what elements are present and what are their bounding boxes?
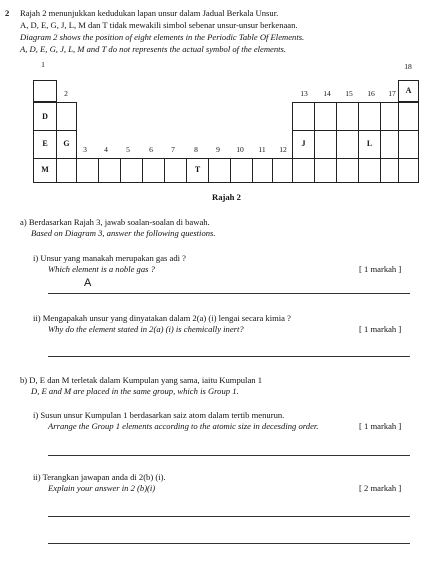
group-label-17: 17 — [388, 89, 396, 98]
group-label-4: 4 — [104, 145, 108, 154]
cell-period2-group17 — [380, 102, 399, 131]
cell-p4-g17 — [380, 158, 399, 183]
answer-line-a-ii[interactable] — [48, 356, 410, 357]
group-label-8: 8 — [194, 145, 198, 154]
cell-period2-group13 — [292, 102, 315, 131]
element-G: G — [63, 139, 70, 148]
group-label-2: 2 — [64, 89, 68, 98]
group-label-12: 12 — [279, 145, 287, 154]
part-b-ii-malay: ii) Terangkan jawapan anda di 2(b) (i). — [33, 472, 166, 482]
group-label-3: 3 — [83, 145, 87, 154]
cell-p4-g15 — [336, 158, 359, 183]
cell-p4-g5 — [120, 158, 143, 183]
cell-p4-g9 — [208, 158, 231, 183]
cell-p4-g4 — [98, 158, 121, 183]
intro-malay-2: A, D, E, G, J, L, M dan T tidak mewakili simbol sebenar unsur-unsur berkenaan. — [20, 20, 298, 30]
cell-E — [33, 130, 57, 159]
cell-p4-g2 — [56, 158, 77, 183]
cell-M — [33, 158, 57, 183]
element-J: J — [301, 139, 306, 148]
cell-period2-group14 — [314, 102, 337, 131]
part-a-ii-marks: [ 1 markah ] — [359, 324, 402, 334]
answer-line-b-ii-2[interactable] — [48, 543, 410, 544]
cell-G — [56, 130, 77, 159]
element-E: E — [42, 139, 48, 148]
part-b-label-malay: b) D, E dan M terletak dalam Kumpulan yang sama, iaitu Kumpulan 1 — [20, 375, 262, 385]
cell-L — [358, 130, 381, 159]
part-b-i-marks: [ 1 markah ] — [359, 421, 402, 431]
cell-p4-g13 — [292, 158, 315, 183]
part-a-i-english: Which element is a noble gas ? — [48, 264, 155, 274]
group-label-5: 5 — [126, 145, 130, 154]
cell-period3-group14 — [314, 130, 337, 159]
element-L: L — [366, 139, 373, 148]
part-b-ii-english: Explain your answer in 2 (b)(i) — [48, 483, 156, 493]
part-a-i-answer[interactable]: A — [84, 277, 92, 289]
cell-p4-g6 — [142, 158, 165, 183]
diagram-caption: Rajah 2 — [212, 192, 241, 202]
element-A: A — [405, 86, 412, 95]
part-b-i-malay: i) Susun unsur Kumpulan 1 berdasarkan saiz atom dalam tertib menurun. — [33, 410, 285, 420]
cell-p4-g7 — [164, 158, 187, 183]
element-M: M — [41, 165, 49, 174]
cell-period2-group18 — [398, 102, 419, 131]
group-label-10: 10 — [236, 145, 244, 154]
group-label-13: 13 — [300, 89, 308, 98]
group-label-1: 1 — [41, 60, 45, 69]
group-label-14: 14 — [323, 89, 331, 98]
part-a-label-malay: a) Berdasarkan Rajah 3, jawab soalan-soalan di bawah. — [20, 217, 210, 227]
part-a-i-marks: [ 1 markah ] — [359, 264, 402, 274]
intro-english-2: A, D, E, G, J, L, M and T do not represents the actual symbol of the elements. — [20, 44, 287, 54]
group-label-15: 15 — [345, 89, 353, 98]
answer-line-b-i[interactable] — [48, 455, 410, 456]
cell-period3-group17 — [380, 130, 399, 159]
intro-malay: Rajah 2 menunjukkan kedudukan lapan unsur dalam Jadual Berkala Unsur. — [20, 8, 279, 18]
part-a-ii-english: Why do the element stated in 2(a) (i) is chemically inert? — [48, 324, 244, 334]
question-number: 2 — [5, 8, 10, 18]
part-a-label-english: Based on Diagram 3, answer the following questions. — [31, 228, 216, 238]
group-label-16: 16 — [367, 89, 375, 98]
cell-p4-g3 — [76, 158, 99, 183]
part-b-i-english: Arrange the Group 1 elements according to the atomic size in decesding order. — [48, 421, 319, 431]
cell-period3-group15 — [336, 130, 359, 159]
cell-A — [398, 80, 419, 102]
cell-p4-g14 — [314, 158, 337, 183]
answer-line-b-ii-1[interactable] — [48, 516, 410, 517]
cell-p4-g12 — [272, 158, 293, 183]
cell-period2-group2 — [56, 102, 77, 131]
cell-p4-g18 — [398, 158, 419, 183]
cell-J — [292, 130, 315, 159]
cell-period3-group18 — [398, 130, 419, 159]
intro-english: Diagram 2 shows the position of eight elements in the Periodic Table Of Elements. — [20, 32, 305, 42]
group-label-18: 18 — [404, 62, 412, 71]
cell-period2-group15 — [336, 102, 359, 131]
group-label-11: 11 — [258, 145, 266, 154]
part-a-ii-malay: ii) Mengapakah unsur yang dinyatakan dalam 2(a) (i) lengai secara kimia ? — [33, 313, 291, 323]
group-label-9: 9 — [216, 145, 220, 154]
element-D: D — [42, 112, 48, 121]
part-b-label-english: D, E and M are placed in the same group, which is Group 1. — [31, 386, 239, 396]
cell-D — [33, 102, 57, 131]
cell-p4-g16 — [358, 158, 381, 183]
part-a-i-malay: i) Unsur yang manakah merupakan gas adi ? — [33, 253, 186, 263]
group-label-6: 6 — [149, 145, 153, 154]
answer-line-a-i — [48, 293, 410, 294]
cell-period2-group16 — [358, 102, 381, 131]
part-b-ii-marks: [ 2 markah ] — [359, 483, 402, 493]
group-label-7: 7 — [171, 145, 175, 154]
cell-p4-g10 — [230, 158, 253, 183]
cell-T — [186, 158, 209, 183]
cell-p4-g11 — [252, 158, 273, 183]
cell-period1-group1 — [33, 80, 57, 102]
element-T: T — [194, 165, 201, 174]
